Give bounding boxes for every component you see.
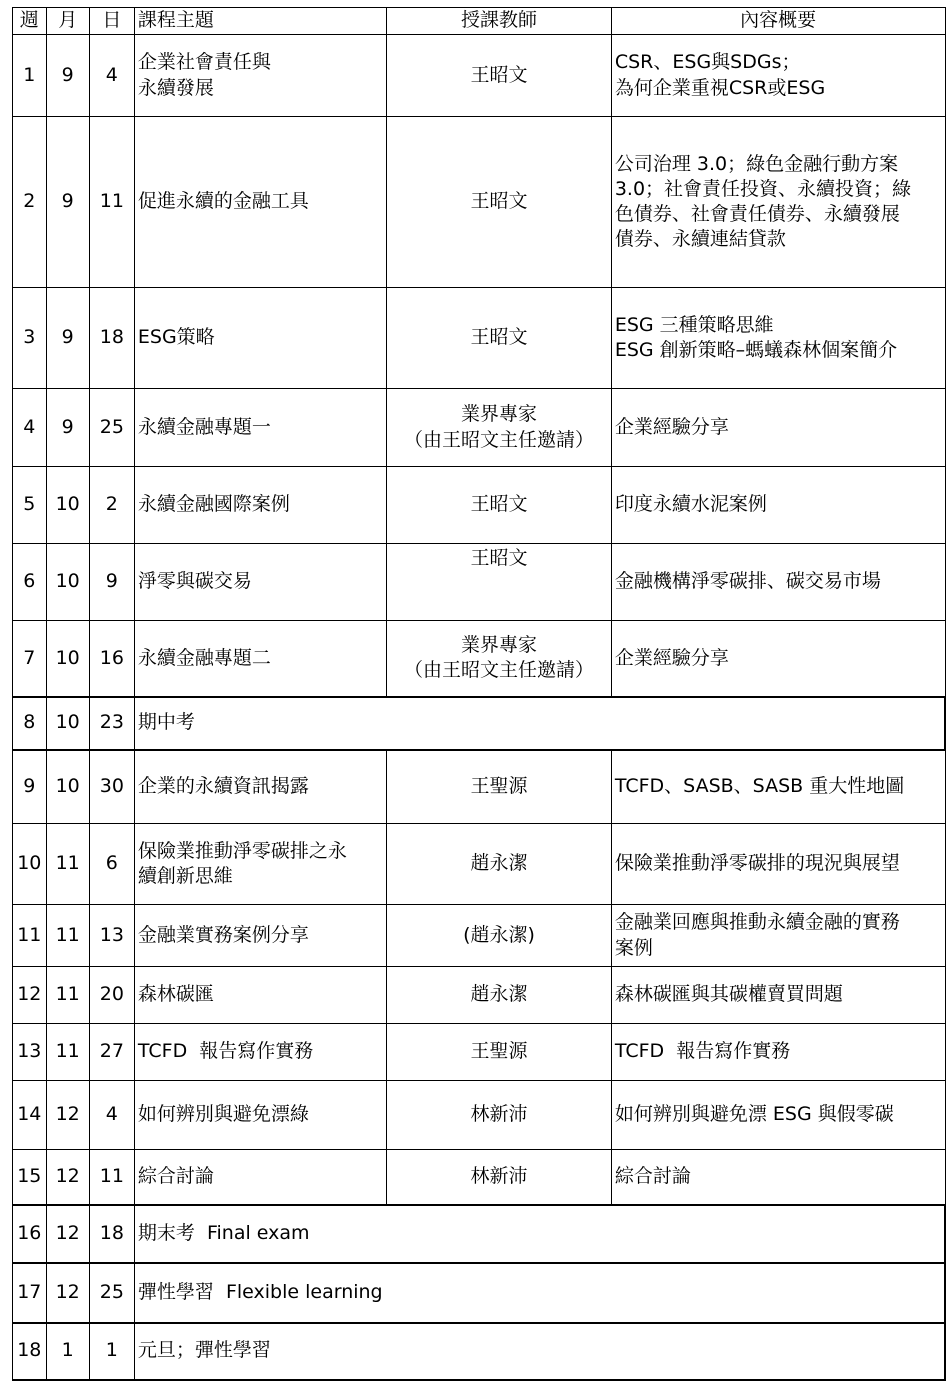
table-row [13, 467, 946, 544]
content-line: 金融業回應與推動永續金融的實務 [614, 911, 900, 934]
content-line: TCFD 報告寫作實務 [614, 1040, 791, 1063]
teacher-line: 林新沛 [470, 1103, 528, 1126]
content-line: 3.0；社會責任投資、永續投資；綠 [614, 177, 912, 200]
day-cell: 25 [89, 1263, 134, 1323]
day-cell: 23 [89, 697, 134, 750]
teacher-line: （由王昭文主任邀請） [404, 428, 595, 451]
day-cell: 2 [89, 467, 134, 544]
content-line: TCFD、SASB、SASB 重大性地圖 [614, 775, 905, 798]
teacher-cell [387, 544, 612, 621]
week-cell: 15 [13, 1150, 47, 1205]
week-cell: 2 [13, 117, 47, 288]
header-content: 內容概要 [611, 8, 945, 35]
month-cell: 10 [46, 750, 89, 824]
topic-line: 期末考 Final exam [137, 1221, 310, 1244]
teacher-line: 王昭文 [470, 190, 528, 213]
topic-cell [134, 1205, 945, 1263]
month-cell: 11 [46, 824, 89, 905]
week-cell: 7 [13, 621, 47, 697]
content-cell [611, 35, 945, 117]
topic-line: 綜合討論 [137, 1165, 214, 1188]
week-cell: 9 [13, 750, 47, 824]
table-row [13, 750, 946, 824]
topic-cell [134, 1150, 386, 1205]
topic-cell [134, 117, 386, 288]
week-cell: 16 [13, 1205, 47, 1263]
course-schedule-table [12, 7, 946, 1381]
content-cell [611, 750, 945, 824]
day-cell: 13 [89, 905, 134, 967]
teacher-cell [387, 1081, 612, 1150]
teacher-line: 業界專家 [461, 634, 538, 657]
month-cell: 9 [46, 35, 89, 117]
table-row [13, 824, 946, 905]
month-cell: 11 [46, 905, 89, 967]
topic-cell [134, 288, 386, 389]
table-row [13, 905, 946, 967]
teacher-line: 王昭文 [470, 63, 528, 86]
topic-line: 企業的永續資訊揭露 [137, 775, 309, 798]
content-line: 債券、永續連結貸款 [614, 228, 786, 251]
topic-line: 續創新思維 [137, 865, 233, 887]
week-cell: 8 [13, 697, 47, 750]
header-topic: 課程主題 [134, 8, 386, 35]
day-cell: 11 [89, 1150, 134, 1205]
topic-line: 森林碳匯 [137, 983, 214, 1006]
week-cell: 4 [13, 389, 47, 467]
week-cell: 14 [13, 1081, 47, 1150]
month-cell: 11 [46, 967, 89, 1024]
week-cell: 1 [13, 35, 47, 117]
teacher-cell [387, 288, 612, 389]
teacher-line: （由王昭文主任邀請） [404, 659, 595, 682]
header-teacher: 授課教師 [387, 8, 612, 35]
content-cell [611, 967, 945, 1024]
teacher-cell [387, 1024, 612, 1081]
teacher-line: 趙永潔 [470, 983, 528, 1006]
content-line: 公司治理 3.0；綠色金融行動方案 [614, 152, 899, 175]
topic-line: TCFD 報告寫作實務 [137, 1040, 314, 1063]
week-cell: 12 [13, 967, 47, 1024]
topic-cell [134, 967, 386, 1024]
header-row [13, 8, 946, 35]
content-line: 企業經驗分享 [614, 415, 729, 438]
month-cell: 12 [46, 1263, 89, 1323]
table-row [13, 1323, 946, 1380]
day-cell: 16 [89, 621, 134, 697]
day-cell: 11 [89, 117, 134, 288]
teacher-line: 趙永潔 [470, 852, 528, 875]
teacher-line: 王聖源 [470, 775, 528, 798]
month-cell: 10 [46, 621, 89, 697]
topic-cell [134, 905, 386, 967]
week-cell: 11 [13, 905, 47, 967]
teacher-line: 王昭文 [470, 326, 528, 349]
teacher-line: 業界專家 [461, 403, 538, 426]
topic-line: 如何辨別與避免漂綠 [137, 1103, 309, 1126]
content-cell [611, 824, 945, 905]
teacher-cell [387, 824, 612, 905]
header-day: 日 [89, 8, 134, 35]
table-row [13, 35, 946, 117]
table-row [13, 1081, 946, 1150]
content-cell [611, 544, 945, 621]
topic-cell [134, 824, 386, 905]
month-cell: 10 [46, 467, 89, 544]
topic-cell [134, 1263, 945, 1323]
content-cell [611, 288, 945, 389]
content-line: 印度永續水泥案例 [614, 493, 767, 516]
topic-cell [134, 697, 945, 750]
content-line: 色債券、社會責任債券、永續發展 [614, 203, 900, 225]
table-row [13, 621, 946, 697]
teacher-cell [387, 117, 612, 288]
header-week: 週 [13, 8, 47, 35]
topic-line: 彈性學習 Flexible learning [137, 1280, 383, 1303]
day-cell: 20 [89, 967, 134, 1024]
teacher-cell [387, 1150, 612, 1205]
day-cell: 1 [89, 1323, 134, 1380]
topic-line: 永續金融專題二 [137, 646, 271, 669]
teacher-cell [387, 967, 612, 1024]
table-row [13, 1024, 946, 1081]
day-cell: 18 [89, 288, 134, 389]
content-cell [611, 117, 945, 288]
topic-cell [134, 1024, 386, 1081]
topic-line: 金融業實務案例分享 [137, 923, 309, 946]
day-cell: 25 [89, 389, 134, 467]
header-month: 月 [46, 8, 89, 35]
content-line: 為何企業重視CSR或ESG [614, 76, 826, 99]
month-cell: 9 [46, 288, 89, 389]
table-row [13, 544, 946, 621]
content-line: 綜合討論 [614, 1165, 691, 1188]
week-cell: 10 [13, 824, 47, 905]
topic-line: 元旦；彈性學習 [137, 1339, 271, 1362]
table-row [13, 1150, 946, 1205]
content-cell [611, 1024, 945, 1081]
day-cell: 4 [89, 1081, 134, 1150]
topic-cell [134, 621, 386, 697]
month-cell: 9 [46, 117, 89, 288]
table-row [13, 1205, 946, 1263]
month-cell: 11 [46, 1024, 89, 1081]
month-cell: 9 [46, 389, 89, 467]
table-row [13, 288, 946, 389]
topic-line: 促進永續的金融工具 [137, 190, 309, 213]
topic-line: 淨零與碳交易 [137, 570, 252, 593]
topic-cell [134, 467, 386, 544]
content-cell [611, 389, 945, 467]
content-cell [611, 1081, 945, 1150]
day-cell: 6 [89, 824, 134, 905]
day-cell: 18 [89, 1205, 134, 1263]
content-line: 企業經驗分享 [614, 646, 729, 669]
topic-line: 永續發展 [137, 76, 214, 99]
week-cell: 17 [13, 1263, 47, 1323]
topic-line: 保險業推動淨零碳排之永 [137, 839, 347, 862]
content-line: CSR、ESG與SDGs； [614, 51, 801, 74]
content-cell [611, 467, 945, 544]
topic-line: ESG策略 [137, 326, 215, 349]
topic-cell [134, 750, 386, 824]
topic-cell [134, 544, 386, 621]
table-row [13, 389, 946, 467]
topic-cell [134, 35, 386, 117]
teacher-cell [387, 621, 612, 697]
day-cell: 9 [89, 544, 134, 621]
content-line: 森林碳匯與其碳權賣買問題 [614, 983, 843, 1006]
topic-line: 永續金融國際案例 [137, 493, 290, 516]
topic-line: 期中考 [137, 711, 195, 734]
teacher-cell [387, 905, 612, 967]
day-cell: 30 [89, 750, 134, 824]
content-line: 案例 [614, 936, 653, 959]
content-cell [611, 1150, 945, 1205]
month-cell: 12 [46, 1150, 89, 1205]
month-cell: 12 [46, 1081, 89, 1150]
week-cell: 13 [13, 1024, 47, 1081]
topic-line: 企業社會責任與 [137, 51, 271, 74]
topic-line: 永續金融專題一 [137, 415, 271, 438]
content-cell [611, 621, 945, 697]
teacher-line: (趙永潔) [463, 923, 535, 946]
content-line: 金融機構淨零碳排、碳交易市場 [614, 570, 881, 593]
topic-cell [134, 1323, 945, 1380]
content-line: 如何辨別與避免漂 ESG 與假零碳 [614, 1103, 894, 1126]
teacher-line: 王昭文 [470, 547, 528, 569]
content-line: 保險業推動淨零碳排的現況與展望 [614, 852, 900, 875]
day-cell: 4 [89, 35, 134, 117]
month-cell: 12 [46, 1205, 89, 1263]
teacher-line: 林新沛 [470, 1165, 528, 1188]
teacher-line: 王昭文 [470, 493, 528, 516]
teacher-cell [387, 467, 612, 544]
teacher-cell [387, 750, 612, 824]
table-row [13, 967, 946, 1024]
table-row [13, 117, 946, 288]
week-cell: 18 [13, 1323, 47, 1380]
month-cell: 10 [46, 544, 89, 621]
month-cell: 1 [46, 1323, 89, 1380]
week-cell: 3 [13, 288, 47, 389]
content-cell [611, 905, 945, 967]
month-cell: 10 [46, 697, 89, 750]
week-cell: 5 [13, 467, 47, 544]
content-line: ESG 創新策略–螞蟻森林個案簡介 [614, 339, 898, 361]
week-cell: 6 [13, 544, 47, 621]
teacher-line: 王聖源 [470, 1040, 528, 1063]
day-cell: 27 [89, 1024, 134, 1081]
topic-cell [134, 389, 386, 467]
table-row [13, 1263, 946, 1323]
table-row [13, 697, 946, 750]
content-line: ESG 三種策略思維 [614, 313, 774, 336]
teacher-cell [387, 389, 612, 467]
teacher-cell [387, 35, 612, 117]
topic-cell [134, 1081, 386, 1150]
